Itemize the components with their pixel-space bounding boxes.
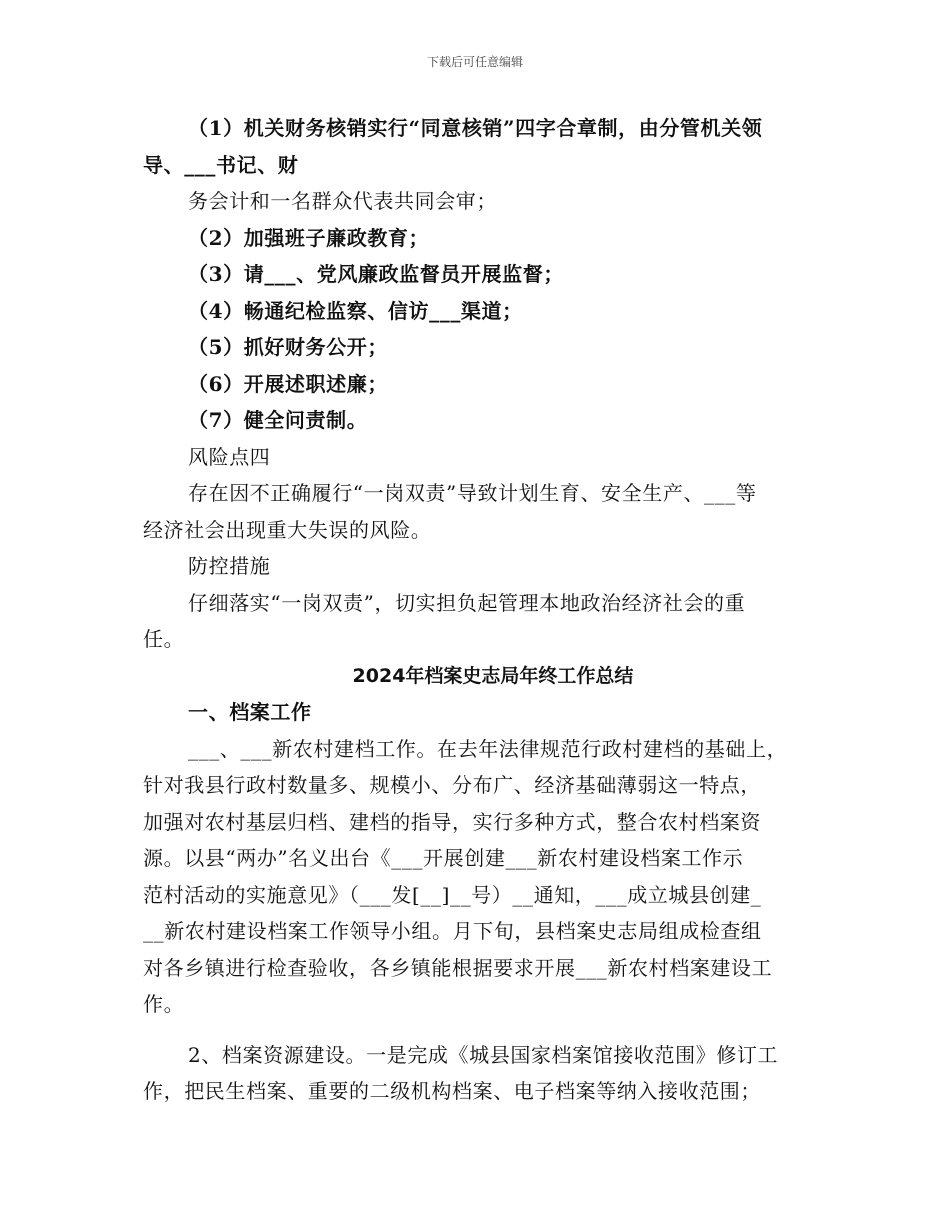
text-line: 存在因不正确履行“一岗双责”导致计划生育、安全生产、___等 (188, 481, 757, 505)
text-line: 风险点四 (188, 444, 271, 469)
text-line: （2）加强班子廉政教育； (188, 225, 430, 250)
text-line: 仔细落实“一岗双责”，切实担负起管理本地政治经济社会的重 (188, 590, 746, 615)
text-line: （5）抓好财务公开； (188, 335, 388, 359)
text-line: 范村活动的实施意见》（___发[__]__号）__通知，___成立城县创建_ (143, 882, 762, 907)
section-title: 2024年档案史志局年终工作总结 (352, 664, 634, 687)
text-line: 经济社会出现重大失误的风险。 (143, 517, 432, 542)
text-line: 针对我县行政村数量多、规模小、分布广、经济基础薄弱这一特点， (143, 773, 761, 797)
text-line: （6）开展述职述廉； (188, 371, 388, 396)
text-line: 作。 (143, 992, 185, 1016)
document-body (143, 110, 813, 1110)
text-line: 源。以县“两办”名义出台《___开展创建___新农村建设档案工作示 (143, 846, 744, 870)
text-line: 作，把民生档案、重要的二级机构档案、电子档案等纳入接收范围； (143, 1079, 761, 1103)
text-line: 加强对农村基层归档、建档的指导，实行多种方式，整合农村档案资 (143, 809, 761, 834)
text-line: 对各乡镇进行检查验收，各乡镇能根据要求开展___新农村档案建设工 (143, 955, 773, 980)
text-line: ___、___新农村建档工作。在去年法律规范行政村建档的基础上， (188, 736, 788, 761)
paragraph-gap (143, 1023, 813, 1037)
text-line: 导、___书记、财 (143, 152, 299, 177)
text-line: （3）请___、党风廉政监督员开展监督； (188, 262, 564, 286)
text-line: 任。 (143, 627, 185, 651)
text-line: （1）机关财务核销实行“同意核销”四字合章制，由分管机关领 (188, 116, 763, 140)
text-line: 务会计和一名群众代表共同会审； (188, 189, 497, 213)
text-line: （7）健全问责制。 (188, 408, 368, 432)
text-line: （4）畅通纪检监察、信访___渠道； (188, 298, 523, 323)
text-line: 防控措施 (188, 554, 271, 578)
text-line: 一、档案工作 (188, 700, 312, 724)
text-line: 2、档案资源建设。一是完成《城县国家档案馆接收范围》修订工 (188, 1042, 779, 1067)
text-line: __新农村建设档案工作领导小组。月下旬，县档案史志局组成检查组 (143, 919, 762, 943)
header-note: 下载后可任意编辑 (426, 55, 523, 69)
